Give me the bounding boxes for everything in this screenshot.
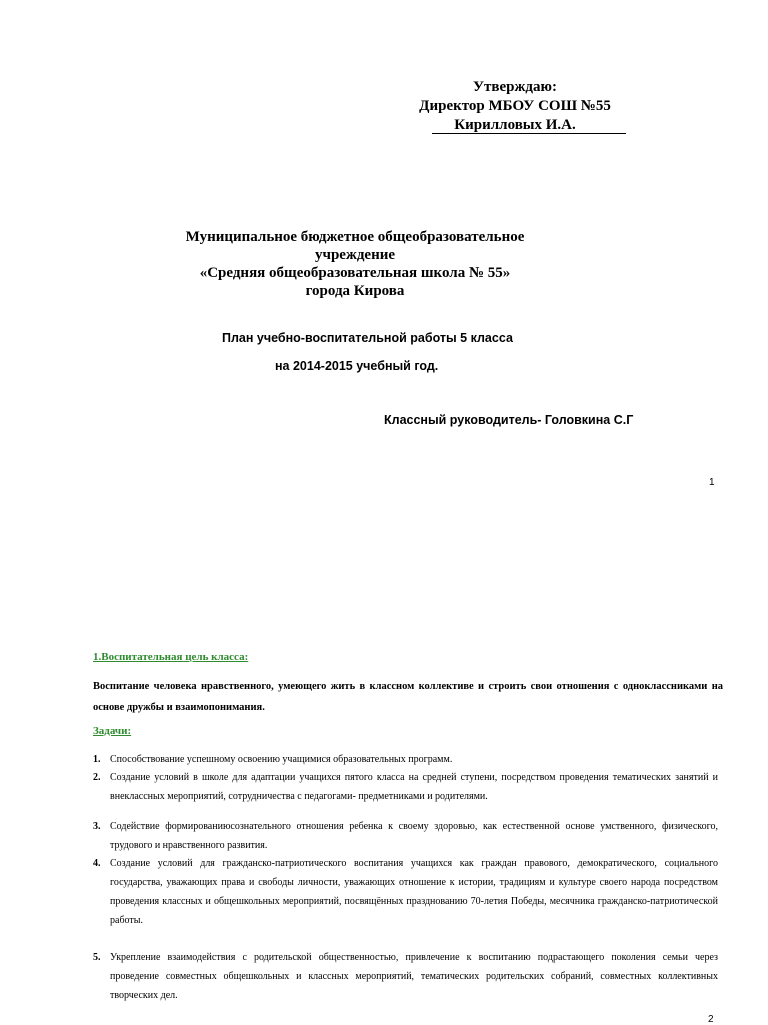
task-text: Создание условий для гражданско-патриотического воспитания учащихся как граждан правового, демократического, социального государства, уважающих права и свободы личности, уважающих отношение к истории, традициям и культуре своего народа посредством проведения классных и общешкольных мероприятий, посвящённых празднованию 70-летия Победы, месячника гражданско-патриотической работы. — [110, 858, 718, 926]
school-line-1: Муниципальное бюджетное общеобразовательное — [185, 229, 525, 245]
plan-title: План учебно-воспитательной работы 5 класса — [222, 331, 513, 345]
class-teacher: Классный руководитель- Головкина С.Г — [384, 413, 634, 427]
tasks-heading: Задачи: — [93, 725, 132, 737]
task-item-4 — [93, 854, 718, 930]
task-item-2 — [93, 768, 718, 806]
task-item-1 — [93, 750, 718, 769]
school-line-3: «Средняя общеобразовательная школа № 55» — [199, 265, 511, 281]
approval-director: Директор МБОУ СОШ №55 — [419, 98, 611, 114]
goal-text: Воспитание человека нравственного, умеющего жить в классном коллективе и строить свои отношения с одноклассниками на основе дружбы и взаимопонимания. — [93, 681, 723, 713]
task-number: 3. — [93, 821, 101, 832]
task-number: 1. — [93, 754, 101, 765]
approval-block — [400, 78, 630, 135]
school-line-4: города Кирова — [305, 283, 405, 299]
task-text: Способствование успешному освоению учащимися образовательных программ. — [110, 754, 453, 765]
school-name-block — [170, 228, 540, 300]
task-number: 5. — [93, 952, 101, 963]
school-line-2: учреждение — [314, 247, 396, 263]
task-text: Содействие формированиюсознательного отношения ребенка к своему здоровью, как естественной основе умственного, физического, трудового и нравственного развития. — [110, 821, 718, 851]
task-item-3 — [93, 817, 718, 855]
task-item-5 — [93, 948, 718, 1005]
signature-line — [432, 133, 626, 134]
page-number-2: 2 — [708, 1014, 714, 1025]
page-number-1: 1 — [709, 477, 715, 488]
approval-name: Кирилловых И.А. — [454, 117, 576, 133]
goal-heading: 1.Воспитательная цель класса: — [93, 651, 249, 663]
task-number: 4. — [93, 858, 101, 869]
task-text: Укрепление взаимодействия с родительской общественностью, привлечение к воспитанию подрастающего поколения семьи через проведение совместных общешкольных и классных мероприятий, тематических родительских собраний, совместных коллективных творческих дел. — [110, 952, 718, 1001]
plan-year: на 2014-2015 учебный год. — [275, 359, 439, 373]
approval-title: Утверждаю: — [473, 79, 557, 95]
task-number: 2. — [93, 772, 101, 783]
task-text: Создание условий в школе для адаптации учащихся пятого класса на средней ступени, посредством проведения тематических занятий и внеклассных мероприятий, сотрудничества с педагогами- предметниками и родителями. — [110, 772, 718, 802]
